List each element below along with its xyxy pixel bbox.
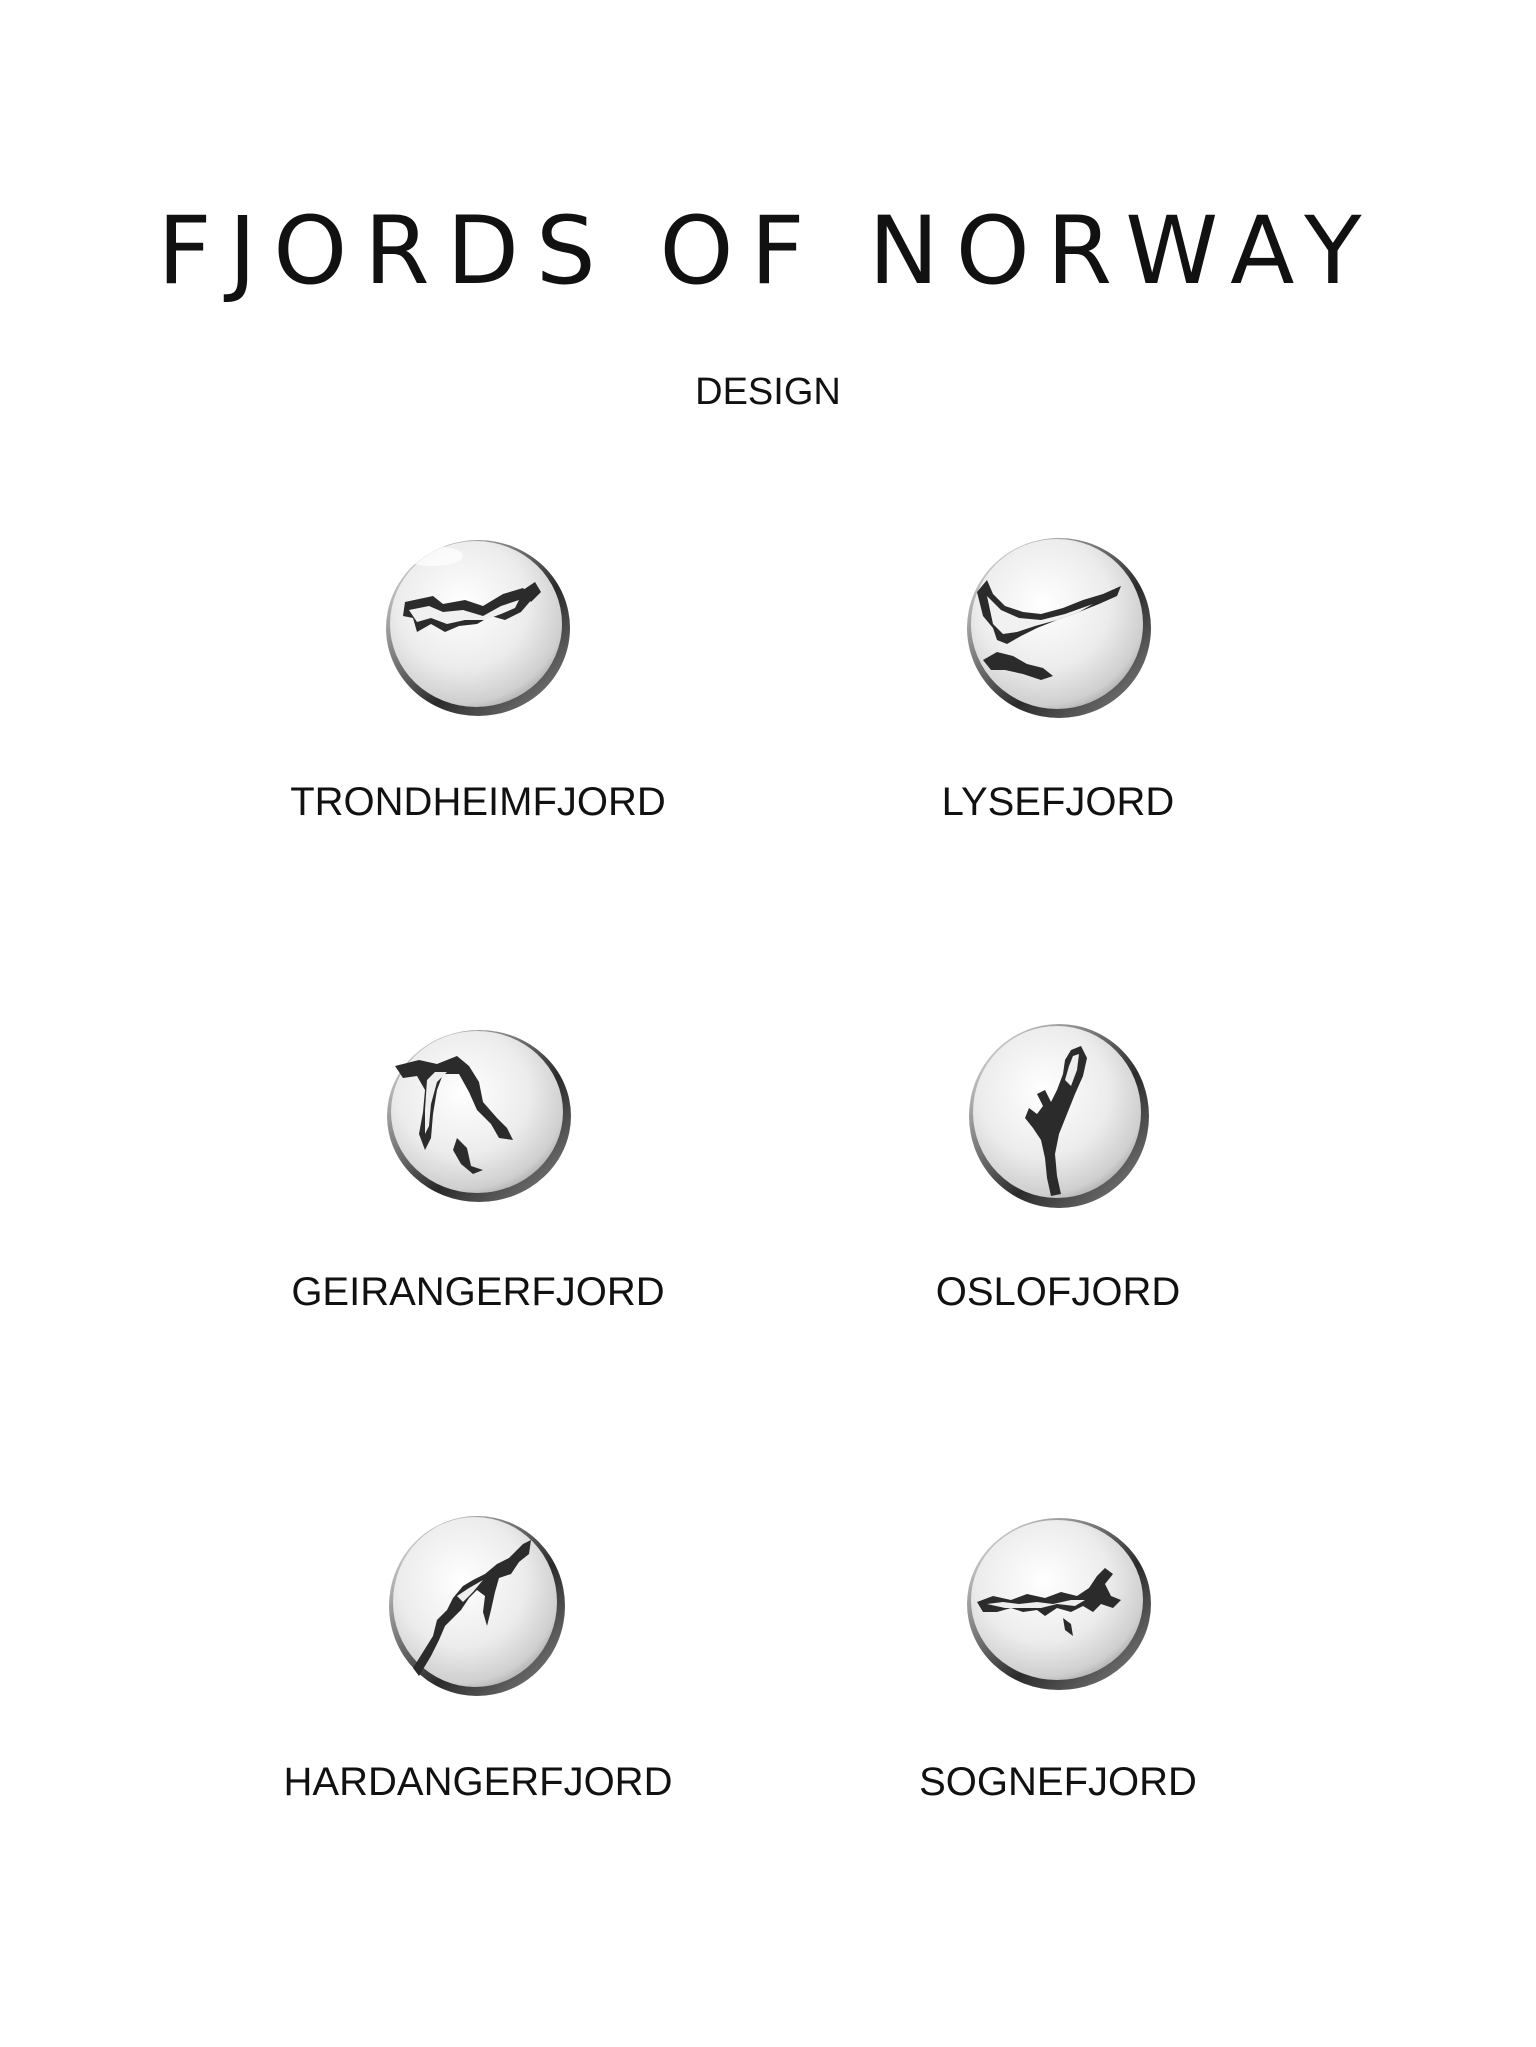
hardangerfjord-pendant-icon (373, 1500, 583, 1710)
fjord-item-sognefjord (798, 1500, 1318, 1840)
trondheimfjord-pendant-icon (373, 520, 583, 730)
geirangerfjord-pendant-icon (373, 1010, 583, 1220)
fjord-item-oslofjord (798, 1010, 1318, 1350)
page-title: FJORDS OF NORWAY (157, 197, 1379, 306)
lysefjord-pendant-icon (953, 520, 1163, 730)
fjord-item-trondheimfjord (218, 520, 738, 860)
oslofjord-pendant-icon (953, 1010, 1163, 1220)
fjord-label-trondheimfjord: TRONDHEIMFJORD (290, 780, 666, 824)
fjord-item-lysefjord (798, 520, 1318, 860)
sognefjord-pendant-icon (953, 1500, 1163, 1710)
page-subtitle: DESIGN (695, 371, 841, 413)
fjord-label-sognefjord: SOGNEFJORD (919, 1760, 1197, 1804)
fjord-item-geirangerfjord (218, 1010, 738, 1350)
fjord-label-oslofjord: OSLOFJORD (935, 1270, 1181, 1314)
fjord-label-geirangerfjord: GEIRANGERFJORD (291, 1270, 665, 1314)
fjord-item-hardangerfjord (218, 1500, 738, 1840)
fjord-label-lysefjord: LYSEFJORD (941, 780, 1175, 824)
fjord-label-hardangerfjord: HARDANGERFJORD (283, 1760, 673, 1804)
